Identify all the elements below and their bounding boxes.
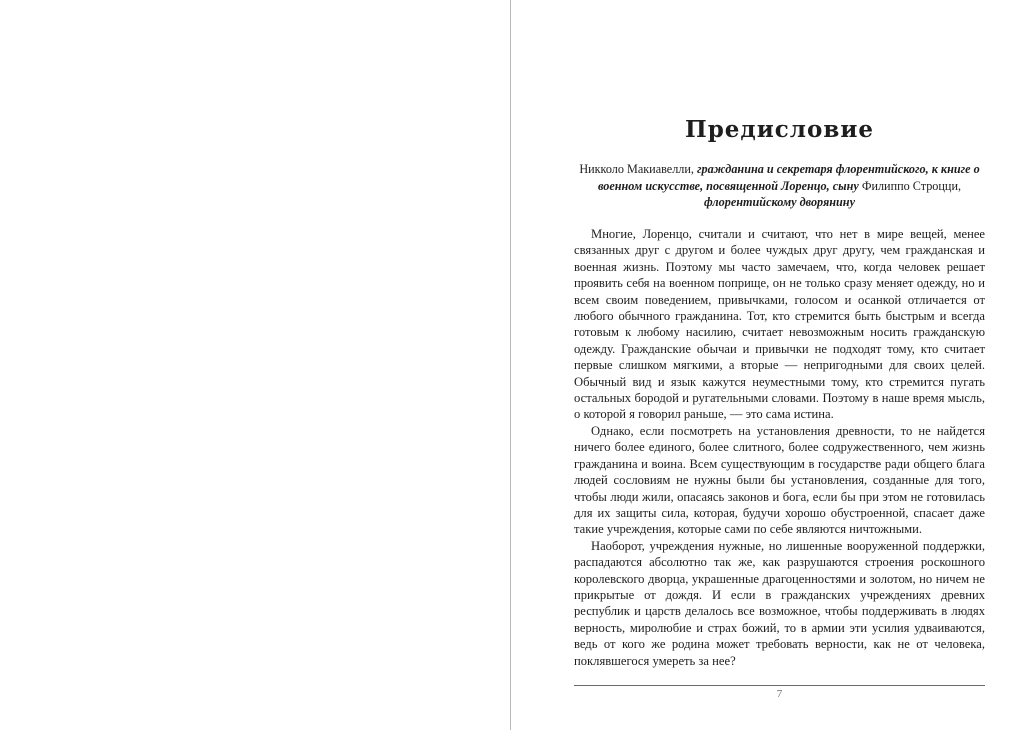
- dedication-name: Филиппо Строцци,: [861, 178, 962, 193]
- dedication-italic-2: флорентийскому дворянину: [704, 195, 855, 209]
- paragraph-3: Наоборот, учреждения нужные, но лишенные вооруженной поддержки, распадаются абсолютно так же, как разрушаются строения роскошного королевского дворца, украшенные драгоценностями и золотом, но ничем не прикрытые от дождя. И если в гражданских учреждениях древних республик и царств делалось все возможное, чтобы поддерживать в людях верность, миролюбие и страх божий, то в армии эти усилия удваиваются, ведь от кого же родина может требовать верности, как не от человека, поклявшегося умереть за нее?: [574, 538, 985, 668]
- left-page-blank: [0, 0, 510, 730]
- dedication-author: Никколо Макиавелли,: [579, 162, 697, 176]
- dedication: [574, 161, 985, 211]
- body-text: [574, 226, 985, 669]
- dedication-italic-1: гражданина и секретаря флорентийского, к книге о военном искусстве, посвященной Лоренцо, сыну: [597, 162, 980, 193]
- footer-rule: [574, 685, 985, 686]
- page-number: 7: [776, 688, 783, 700]
- chapter-title: Предисловие: [684, 116, 875, 143]
- paragraph-1: Многие, Лоренцо, считали и считают, что нет в мире вещей, менее связанных друг с другом и более чуждых друг другу, чем гражданская и военная жизнь. Поэтому мы часто замечаем, что, когда человек решает проявить себя на военном поприще, он не только сразу меняет одежду, но и всем своим поведением, привычками, голосом и осанкой отличается от любого обычного гражданина. Тот, кто стремится быть быстрым и всегда готовым к любому насилию, считает невозможным носить гражданскую одежду. Гражданские обычаи и привычки не подходят тому, кто считает первые слишком мягкими, а вторые — непригодными для своих целей. Обычный вид и язык кажутся неуместными тому, кто стремится пугать остальных бородой и ругательными словами. Поэтому в наше время мысль, о которой я говорил раньше, — это сама истина.: [574, 227, 985, 422]
- paragraph-2: Однако, если посмотреть на установления древности, то не найдется ничего более единого, более слитного, более содружественного, чем жизнь гражданина и воина. Всем существующим в государстве ради общего блага людей сословиям не нужны были бы установления, созданные для того, чтобы люди жили, опасаясь законов и бога, если бы при этом не готовилась для их защиты сила, которая, будучи хорошо обустроенной, спасает даже такие учреждения, которые сами по себе являются ничтожными.: [574, 423, 985, 537]
